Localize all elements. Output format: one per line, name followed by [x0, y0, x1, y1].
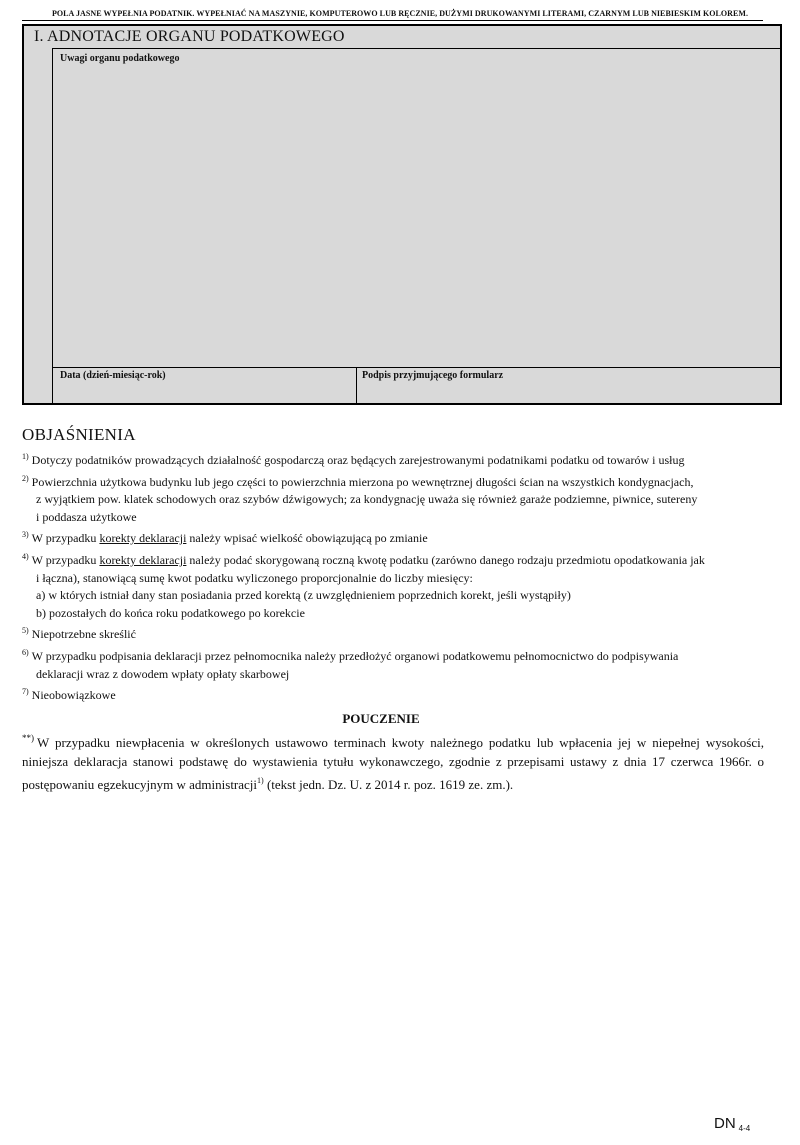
remarks-label: Uwagi organu podatkowego	[60, 53, 180, 64]
note-2-continuation: z wyjątkiem pow. klatek schodowych oraz szybów dźwigowych; za kondygnację uważa się również garaże podziemne, piwnice, sutereny	[36, 492, 698, 507]
note-number: 3)	[22, 530, 29, 540]
note-text: Powierzchnia użytkowa budynku lub jego części to powierzchnia mierzona po wewnętrznej długości ścian na wszystkich kondygnacjach,	[31, 474, 694, 489]
form-instruction-header: POLA JASNE WYPEŁNIA PODATNIK. WYPEŁNIAĆ NA MASZYNIE, KOMPUTEROWO LUB RĘCZNIE, DUŻYMI DRUKOWANYMI LITERAMI, CZARNYM LUB NIEBIESKIM KOLOREM.	[51, 9, 749, 18]
note-6	[22, 644, 762, 666]
note-4-item-a: a) w których istniał dany stan posiadania przed korektą (z uwzględnieniem poprzednich korekt, jeśli wystąpiły)	[36, 588, 571, 603]
form-code: DN	[714, 1115, 736, 1132]
header-rule	[22, 20, 763, 21]
pouczenie-citation: (tekst jedn. Dz. U. z 2014 r. poz. 1619 ze. zm.).	[263, 777, 514, 792]
note-number: 4)	[22, 551, 29, 561]
note-number: 6)	[22, 647, 29, 657]
remarks-field[interactable]	[52, 48, 782, 368]
note-text: Nieobowiązkowe	[31, 688, 116, 703]
note-5	[22, 622, 762, 644]
note-6-continuation: deklaracji wraz z dowodem wpłaty opłaty skarbowej	[36, 666, 290, 681]
note-3	[22, 526, 762, 548]
note-2-continuation: i poddasza użytkowe	[36, 509, 137, 524]
note-text: W przypadku	[31, 531, 97, 546]
pouczenie-title: POUCZENIE	[342, 711, 420, 726]
form-footer	[714, 1115, 750, 1133]
note-4-item-b: b) pozostałych do końca roku podatkowego po korekcie	[36, 605, 305, 620]
note-text: W przypadku	[31, 552, 97, 567]
note-text: W przypadku podpisania deklaracji przez pełnomocnika należy przedłożyć organowi podatkowemu pełnomocnictwo do podpisywania	[31, 648, 679, 663]
note-text: należy podać skorygowaną roczną kwotę podatku (zarówno danego rodzaju przedmiotu opodatkowania jak	[189, 552, 705, 567]
note-text: należy wpisać wielkość obowiązującą po zmianie	[189, 531, 428, 546]
note-text: Niepotrzebne skreślić	[31, 627, 136, 642]
signature-field[interactable]	[356, 367, 782, 405]
section-title: I. ADNOTACJE ORGANU PODATKOWEGO	[34, 28, 345, 45]
note-number: 1)	[22, 452, 29, 461]
page-number: 4-4	[738, 1124, 751, 1133]
pouczenie-text	[22, 729, 764, 794]
correction-term: korekty deklaracji	[99, 552, 187, 567]
pouczenie-body: W przypadku niewpłacenia w określonych ustawowo terminach kwoty należnego podatku lub wpłacenia jej w niepełnej wysokości, niniejsza deklaracja stanowi podstawę do wystawienia tytułu wykonawczego, zgodnie z przepisami ustawy z dnia 17 czerwca 1966r. o postępowaniu egzekucyjnym w administracji	[22, 735, 764, 792]
pouczenie-marker: **)	[22, 733, 34, 743]
correction-term: korekty deklaracji	[99, 531, 187, 546]
note-1	[22, 448, 762, 470]
note-number: 5)	[22, 626, 29, 636]
note-2	[22, 470, 762, 492]
note-number: 7)	[22, 687, 29, 697]
explanations-list	[22, 448, 762, 705]
explanations-title: OBJAŚNIENIA	[22, 425, 136, 444]
note-4-continuation: i łączna), stanowiącą sumę kwot podatku wyliczonego proporcjonalnie do liczby miesięcy:	[36, 570, 473, 585]
date-field[interactable]	[52, 367, 357, 405]
note-number: 2)	[22, 473, 29, 483]
note-7	[22, 683, 762, 705]
pouczenie-footnote-ref: 1)	[257, 776, 264, 785]
note-text: Dotyczy podatników prowadzących działalność gospodarczą oraz będących zarejestrowanymi podatnikami podatku od towarów i usług	[31, 453, 685, 467]
date-label: Data (dzień-miesiąc-rok)	[60, 370, 166, 381]
signature-label: Podpis przyjmującego formularz	[362, 370, 504, 381]
note-4	[22, 548, 762, 570]
tax-office-annotations-section	[22, 24, 782, 405]
